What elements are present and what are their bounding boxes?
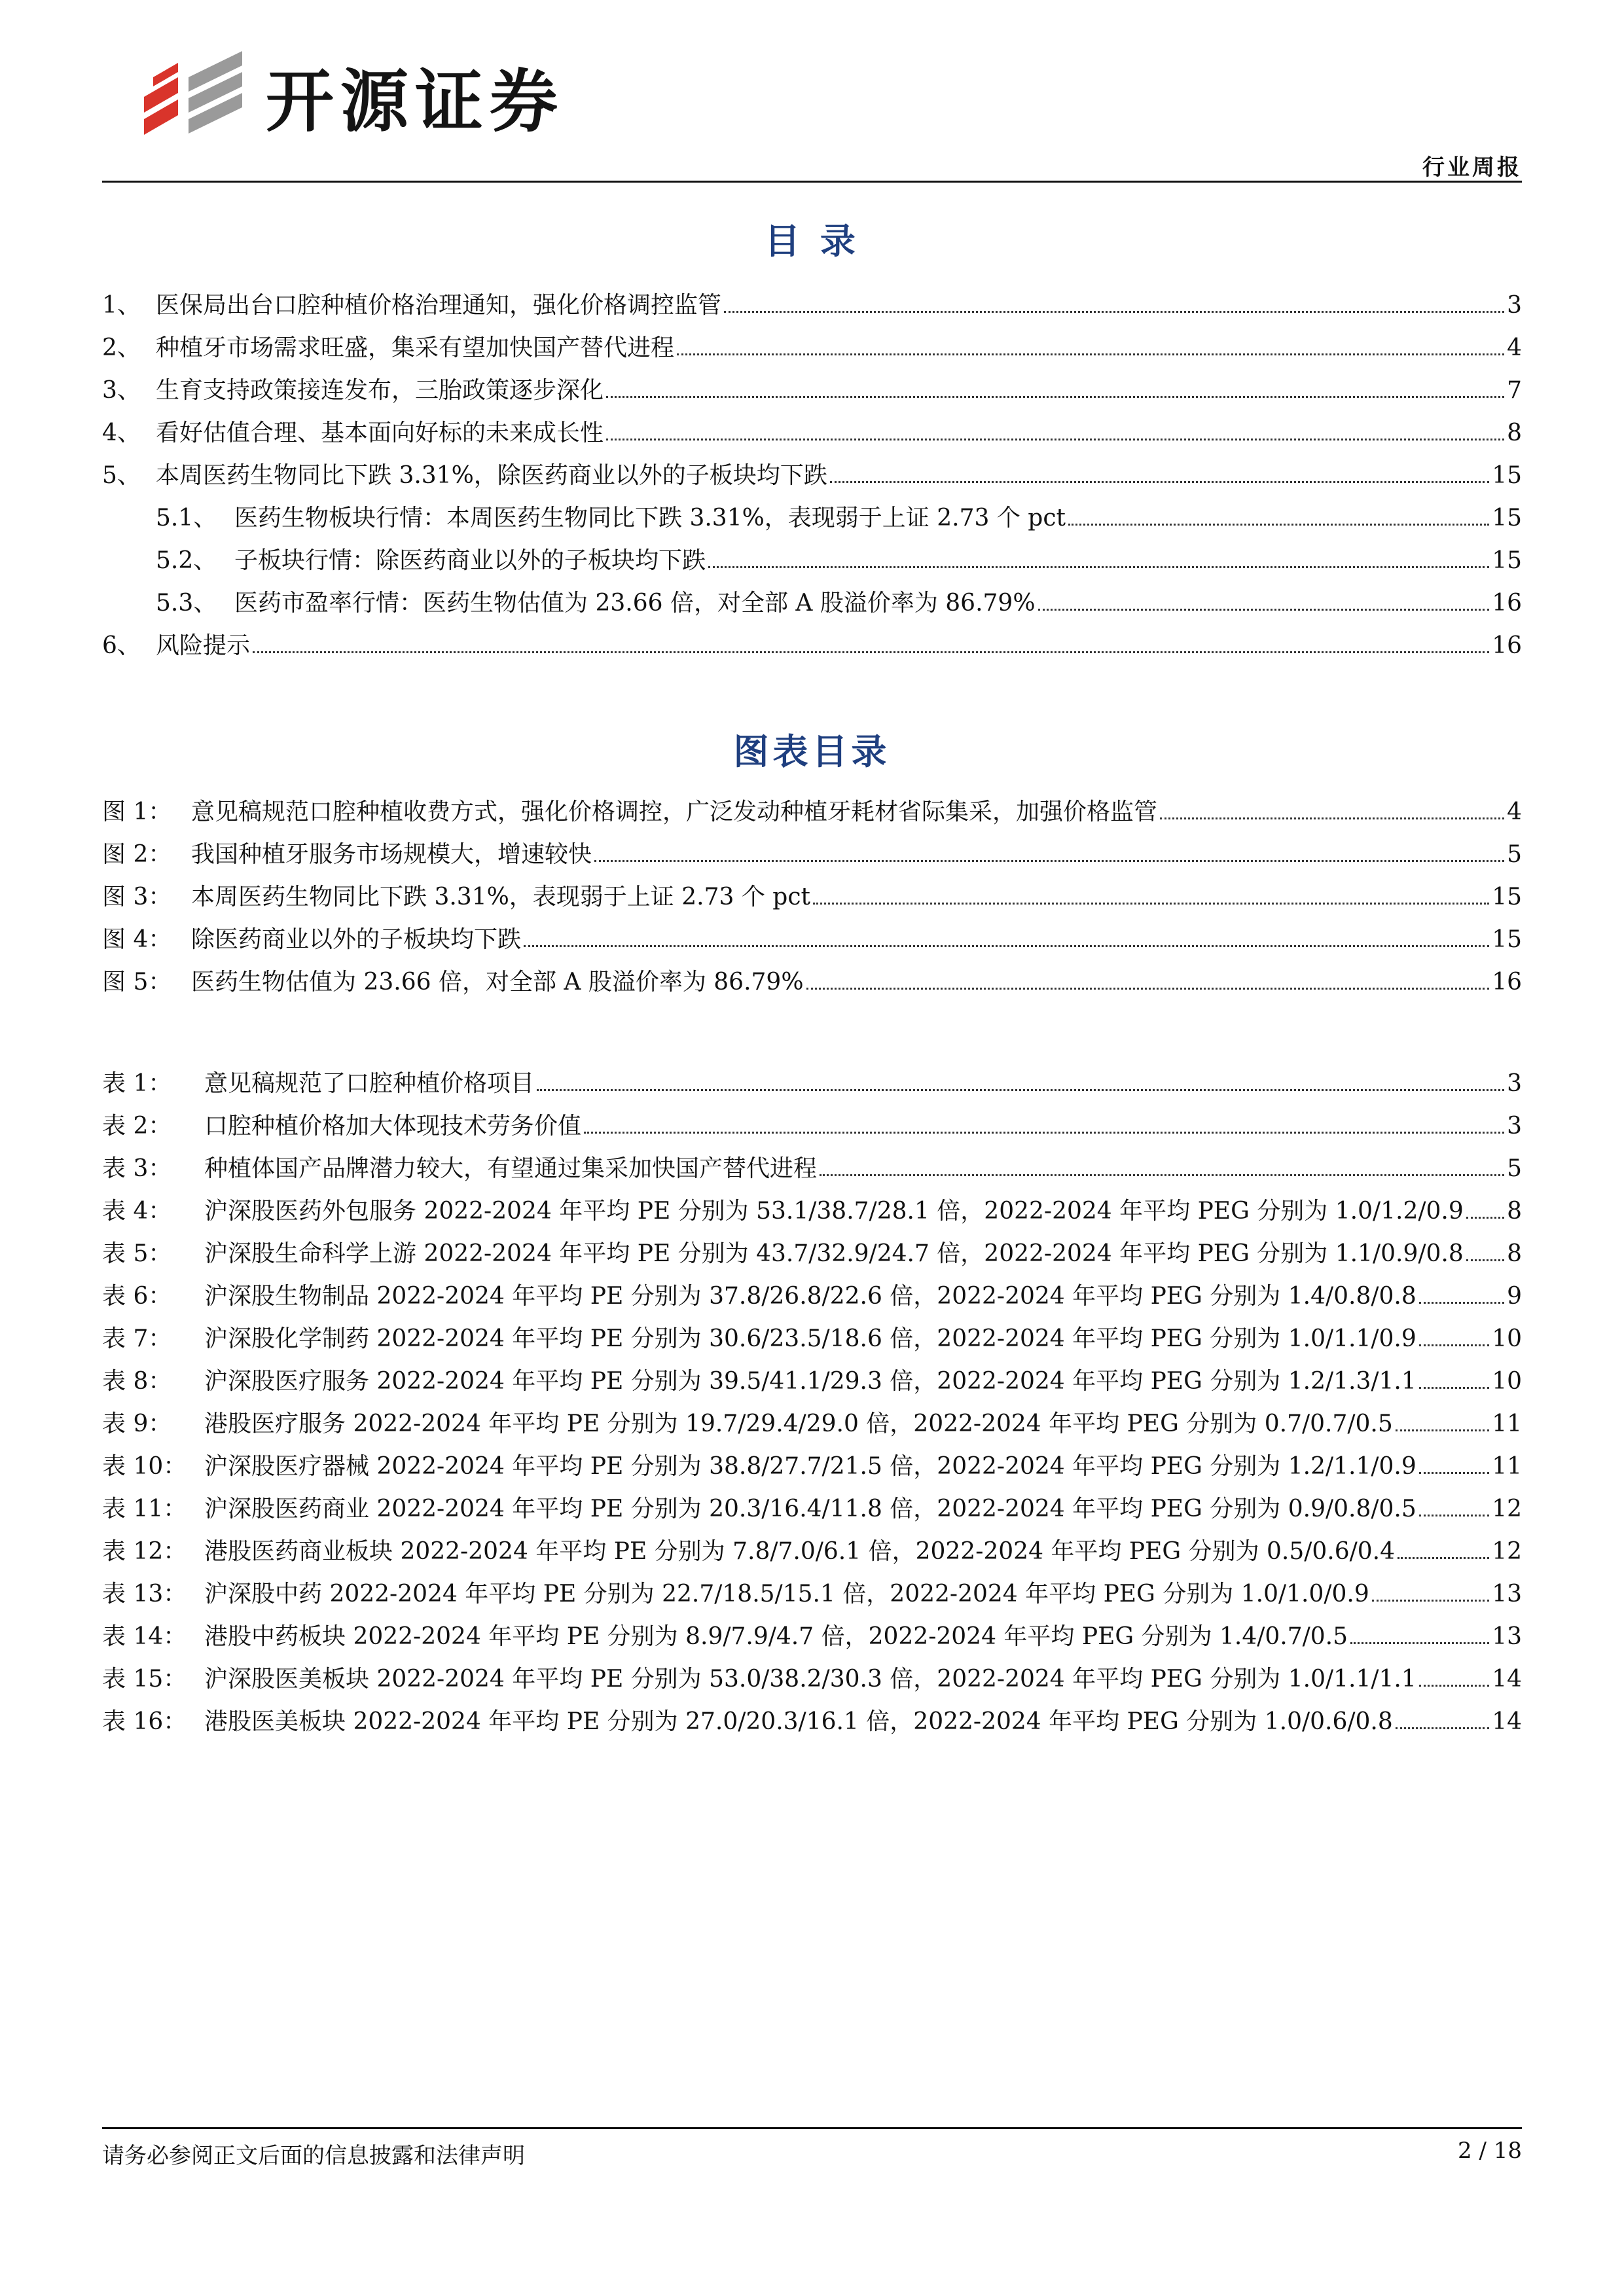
toc-dot-leader — [584, 1131, 1504, 1134]
toc-entry-page: 16 — [1492, 632, 1522, 659]
toc-dot-leader — [677, 353, 1504, 355]
toc-entry-page: 4 — [1507, 334, 1522, 361]
toc-entry-number: 1、 — [102, 292, 141, 319]
toc-entry-page: 3 — [1507, 292, 1522, 319]
toc-entry-number: 图 4： — [102, 926, 172, 953]
toc-dot-leader — [1419, 1344, 1489, 1346]
toc-entry[interactable] — [102, 287, 1522, 329]
toc-entry-page: 9 — [1507, 1283, 1522, 1310]
toc-dot-leader — [1466, 1216, 1504, 1219]
toc-entry-title: 种植牙市场需求旺盛，集采有望加快国产替代进程 — [156, 334, 675, 361]
toc-entry-number: 表 16： — [102, 1708, 187, 1735]
toc-entry[interactable] — [102, 1618, 1522, 1660]
toc-entry-title: 沪深股医疗服务 2022-2024 年平均 PE 分别为 39.5/41.1/29.3 倍，2022-2024 年平均 PEG 分别为 1.2/1.3/1.1 — [204, 1368, 1416, 1395]
toc-entry-number: 图 3： — [102, 884, 172, 910]
toc-entry-number: 表 1： — [102, 1070, 172, 1097]
toc-entry-page: 13 — [1492, 1581, 1522, 1607]
toc-entry-page: 10 — [1492, 1325, 1522, 1352]
toc-entry-title: 港股中药板块 2022-2024 年平均 PE 分别为 8.9/7.9/4.7 倍，2022-2024 年平均 PEG 分别为 1.4/0.7/0.5 — [204, 1623, 1348, 1650]
header-divider — [102, 181, 1522, 183]
toc-entry-number: 图 5： — [102, 969, 172, 996]
toc-entry-title: 生育支持政策接连发布，三胎政策逐步深化 — [156, 377, 604, 404]
toc-entry-page: 7 — [1507, 377, 1522, 404]
toc-entry-title: 港股医药商业板块 2022-2024 年平均 PE 分别为 7.8/7.0/6.1 倍，2022-2024 年平均 PEG 分别为 0.5/0.6/0.4 — [204, 1538, 1396, 1565]
toc-entry-number: 表 13： — [102, 1581, 187, 1607]
toc-entry-title: 医药生物板块行情：本周医药生物同比下跌 3.31%，表现弱于上证 2.73 个 pct — [234, 505, 1066, 531]
report-type: 行业周报 — [1422, 154, 1522, 181]
toc-entry-title: 沪深股医药商业 2022-2024 年平均 PE 分别为 20.3/16.4/11.8 倍，2022-2024 年平均 PEG 分别为 0.9/0.8/0.5 — [204, 1496, 1416, 1522]
toc-dot-leader — [1398, 1556, 1489, 1559]
toc-entry[interactable] — [102, 1107, 1522, 1150]
toc-entry-title: 种植体国产品牌潜力较大，有望通过集采加快国产替代进程 — [204, 1155, 818, 1182]
brand-logo-icon — [137, 51, 249, 149]
toc-entry-title: 意见稿规范了口腔种植价格项目 — [204, 1070, 535, 1097]
toc-entry-page: 4 — [1507, 798, 1522, 825]
toc-entry[interactable] — [102, 1065, 1522, 1107]
toc-entry[interactable] — [102, 414, 1522, 457]
toc-entry-title: 港股医疗服务 2022-2024 年平均 PE 分别为 19.7/29.4/29.0 倍，2022-2024 年平均 PEG 分别为 0.7/0.7/0.5 — [204, 1410, 1393, 1437]
toc-dot-leader — [1419, 1471, 1489, 1474]
toc-entry-page: 15 — [1492, 462, 1522, 489]
contents-list — [102, 287, 1522, 670]
footer-disclaimer: 请务必参阅正文后面的信息披露和法律声明 — [102, 2143, 525, 2169]
toc-entry-page: 12 — [1492, 1496, 1522, 1522]
toc-entry-number: 图 1： — [102, 798, 172, 825]
toc-entry-number: 5.3、 — [156, 590, 217, 617]
footer-divider — [102, 2127, 1522, 2129]
toc-dot-leader — [708, 565, 1489, 568]
toc-entry-title: 风险提示 — [156, 632, 251, 659]
toc-entry-page: 13 — [1492, 1623, 1522, 1650]
toc-entry-title: 沪深股医美板块 2022-2024 年平均 PE 分别为 53.0/38.2/30.3 倍，2022-2024 年平均 PEG 分别为 1.0/1.1/1.1 — [204, 1666, 1416, 1693]
toc-entry-title: 沪深股医疗器械 2022-2024 年平均 PE 分别为 38.8/27.7/21.5 倍，2022-2024 年平均 PEG 分别为 1.2/1.1/0.9 — [204, 1453, 1416, 1480]
toc-dot-leader — [1419, 1301, 1504, 1304]
toc-entry-number: 表 15： — [102, 1666, 187, 1693]
toc-entry-number: 表 10： — [102, 1453, 187, 1480]
toc-entry[interactable] — [102, 499, 1522, 542]
toc-entry-page: 15 — [1492, 926, 1522, 953]
toc-dot-leader — [1160, 817, 1504, 819]
toc-entry-title: 沪深股中药 2022-2024 年平均 PE 分别为 22.7/18.5/15.1 倍，2022-2024 年平均 PEG 分别为 1.0/1.0/0.9 — [204, 1581, 1369, 1607]
toc-entry-page: 15 — [1492, 505, 1522, 531]
toc-dot-leader — [524, 944, 1489, 947]
toc-entry[interactable] — [102, 372, 1522, 414]
toc-dot-leader — [606, 438, 1504, 440]
toc-entry[interactable] — [102, 1320, 1522, 1363]
toc-entry-page: 12 — [1492, 1538, 1522, 1565]
toc-entry[interactable] — [102, 1405, 1522, 1448]
toc-entry[interactable] — [102, 1533, 1522, 1575]
toc-entry[interactable] — [102, 1448, 1522, 1490]
figures-list — [102, 793, 1522, 1006]
toc-entry-title: 除医药商业以外的子板块均下跌 — [191, 926, 522, 953]
toc-entry[interactable] — [102, 1703, 1522, 1746]
contents-title: 目 录 — [765, 220, 859, 262]
toc-entry-title: 医保局出台口腔种植价格治理通知，强化价格调控监管 — [156, 292, 722, 319]
toc-entry-page: 10 — [1492, 1368, 1522, 1395]
brand-logo — [137, 51, 596, 149]
toc-dot-leader — [1372, 1599, 1489, 1602]
toc-dot-leader — [1419, 1684, 1489, 1687]
toc-entry-page: 15 — [1492, 884, 1522, 910]
toc-entry[interactable] — [102, 1150, 1522, 1193]
toc-entry[interactable] — [102, 793, 1522, 836]
toc-dot-leader — [830, 480, 1489, 483]
toc-entry-number: 表 11： — [102, 1496, 187, 1522]
toc-entry-number: 表 6： — [102, 1283, 172, 1310]
toc-entry[interactable] — [102, 878, 1522, 921]
toc-entry-number: 表 7： — [102, 1325, 172, 1352]
toc-dot-leader — [1038, 608, 1490, 611]
toc-entry-page: 5 — [1507, 841, 1522, 868]
toc-dot-leader — [806, 987, 1490, 990]
toc-entry[interactable] — [102, 921, 1522, 963]
toc-entry[interactable] — [102, 542, 1522, 584]
toc-entry-number: 表 4： — [102, 1198, 172, 1225]
toc-entry-page: 16 — [1492, 969, 1522, 996]
toc-entry-title: 看好估值合理、基本面向好标的未来成长性 — [156, 420, 604, 446]
toc-entry[interactable] — [102, 963, 1522, 1006]
toc-dot-leader — [594, 859, 1504, 862]
toc-entry-number: 表 9： — [102, 1410, 172, 1437]
toc-entry-page: 5 — [1507, 1155, 1522, 1182]
toc-entry-title: 医药市盈率行情：医药生物估值为 23.66 倍，对全部 A 股溢价率为 86.79% — [234, 590, 1036, 617]
toc-dot-leader — [1419, 1386, 1489, 1389]
toc-entry[interactable] — [102, 1575, 1522, 1618]
toc-entry[interactable] — [102, 584, 1522, 627]
toc-entry-title: 我国种植牙服务市场规模大，增速较快 — [191, 841, 592, 868]
toc-entry[interactable] — [102, 1193, 1522, 1235]
toc-entry-page: 14 — [1492, 1708, 1522, 1735]
toc-entry-title: 口腔种植价格加大体现技术劳务价值 — [204, 1113, 582, 1139]
toc-dot-leader — [1350, 1641, 1489, 1644]
toc-dot-leader — [1396, 1727, 1489, 1729]
toc-entry-number: 6、 — [102, 632, 141, 659]
toc-entry[interactable] — [102, 329, 1522, 372]
toc-entry[interactable] — [102, 457, 1522, 499]
toc-entry-title: 港股医美板块 2022-2024 年平均 PE 分别为 27.0/20.3/16.1 倍，2022-2024 年平均 PEG 分别为 1.0/0.6/0.8 — [204, 1708, 1393, 1735]
toc-entry-page: 11 — [1492, 1410, 1522, 1437]
toc-dot-leader — [1396, 1429, 1489, 1431]
toc-entry-page: 3 — [1507, 1070, 1522, 1097]
toc-entry-title: 沪深股生物制品 2022-2024 年平均 PE 分别为 37.8/26.8/22.6 倍，2022-2024 年平均 PEG 分别为 1.4/0.8/0.8 — [204, 1283, 1416, 1310]
toc-dot-leader — [724, 310, 1504, 313]
toc-entry-title: 医药生物估值为 23.66 倍，对全部 A 股溢价率为 86.79% — [191, 969, 804, 996]
toc-entry-number: 3、 — [102, 377, 141, 404]
toc-entry-page: 14 — [1492, 1666, 1522, 1693]
toc-entry-page: 8 — [1507, 1198, 1522, 1225]
toc-dot-leader — [1466, 1259, 1504, 1261]
toc-entry-number: 2、 — [102, 334, 141, 361]
toc-entry-number: 5.1、 — [156, 505, 217, 531]
toc-dot-leader — [537, 1088, 1504, 1091]
toc-dot-leader — [813, 902, 1489, 905]
figures-title: 图表目录 — [733, 730, 891, 772]
toc-dot-leader — [253, 651, 1489, 653]
toc-entry-number: 表 5： — [102, 1240, 172, 1267]
toc-entry-title: 沪深股生命科学上游 2022-2024 年平均 PE 分别为 43.7/32.9/24.7 倍，2022-2024 年平均 PEG 分别为 1.1/0.9/0.8 — [204, 1240, 1464, 1267]
toc-entry-number: 表 12： — [102, 1538, 187, 1565]
toc-entry-page: 15 — [1492, 547, 1522, 574]
toc-entry-page: 8 — [1507, 1240, 1522, 1267]
toc-entry-number: 表 8： — [102, 1368, 172, 1395]
toc-entry-page: 3 — [1507, 1113, 1522, 1139]
tables-list — [102, 1065, 1522, 1746]
toc-entry-number: 5、 — [102, 462, 141, 489]
toc-dot-leader — [1419, 1514, 1489, 1516]
toc-entry-number: 图 2： — [102, 841, 172, 868]
toc-entry-title: 本周医药生物同比下跌 3.31%，表现弱于上证 2.73 个 pct — [191, 884, 810, 910]
toc-entry-title: 意见稿规范口腔种植收费方式，强化价格调控，广泛发动种植牙耗材省际集采，加强价格监管 — [191, 798, 1158, 825]
toc-entry-title: 子板块行情：除医药商业以外的子板块均下跌 — [234, 547, 706, 574]
toc-entry[interactable] — [102, 1490, 1522, 1533]
toc-entry[interactable] — [102, 1660, 1522, 1703]
toc-entry-page: 16 — [1492, 590, 1522, 617]
toc-entry-title: 本周医药生物同比下跌 3.31%，除医药商业以外的子板块均下跌 — [156, 462, 827, 489]
toc-entry[interactable] — [102, 836, 1522, 878]
brand-name: 开源证券 — [266, 62, 565, 141]
toc-entry-number: 4、 — [102, 420, 141, 446]
toc-entry-title: 沪深股医药外包服务 2022-2024 年平均 PE 分别为 53.1/38.7/28.1 倍，2022-2024 年平均 PEG 分别为 1.0/1.2/0.9 — [204, 1198, 1464, 1225]
toc-entry[interactable] — [102, 1235, 1522, 1278]
toc-dot-leader — [820, 1174, 1504, 1176]
toc-entry-page: 11 — [1492, 1453, 1522, 1480]
toc-entry[interactable] — [102, 1363, 1522, 1405]
toc-entry-page: 8 — [1507, 420, 1522, 446]
toc-dot-leader — [606, 395, 1504, 398]
toc-entry-number: 表 2： — [102, 1113, 172, 1139]
toc-entry-number: 表 14： — [102, 1623, 187, 1650]
toc-entry[interactable] — [102, 627, 1522, 670]
toc-dot-leader — [1068, 523, 1489, 526]
page-indicator: 2 / 18 — [1458, 2138, 1522, 2164]
toc-entry-number: 表 3： — [102, 1155, 172, 1182]
toc-entry[interactable] — [102, 1278, 1522, 1320]
toc-entry-number: 5.2、 — [156, 547, 217, 574]
toc-entry-title: 沪深股化学制药 2022-2024 年平均 PE 分别为 30.6/23.5/18.6 倍，2022-2024 年平均 PEG 分别为 1.0/1.1/0.9 — [204, 1325, 1416, 1352]
